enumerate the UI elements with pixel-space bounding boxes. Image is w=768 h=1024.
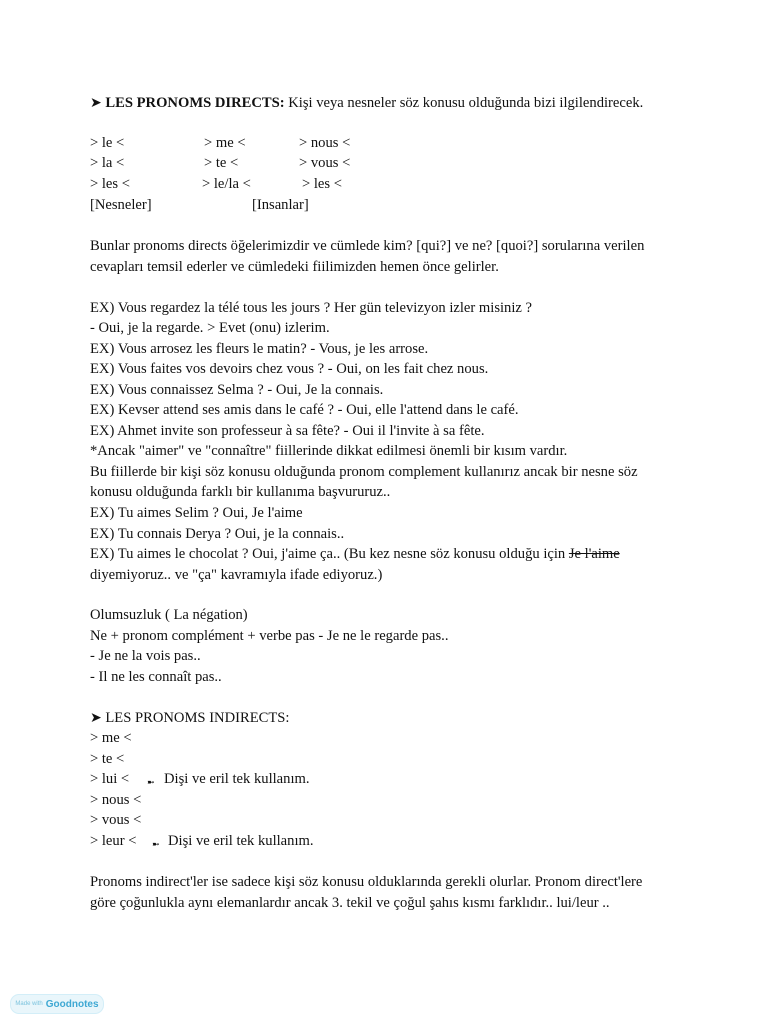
heading-title: LES PRONOMS DIRECTS:: [105, 95, 285, 111]
badge-small-text: Made with: [15, 1001, 43, 1007]
negation-line: - Je ne la vois pas..: [90, 648, 201, 664]
negation-heading: Olumsuzluk ( La négation): [90, 607, 248, 623]
arrow-bullet-icon: ➤: [90, 96, 102, 111]
example-line: [90, 544, 620, 564]
pronoun-cell-plural: > les <: [302, 176, 342, 192]
label-people: [Insanlar]: [252, 197, 309, 213]
indirect-pronoun: > nous <: [90, 792, 142, 808]
example-line: EX) Kevser attend ses amis dans le café ? - Oui, elle l'attend dans le café.: [90, 402, 519, 418]
pronoun-cell-things: > les <: [90, 176, 130, 192]
example-line: EX) Vous connaissez Selma ? - Oui, Je la connais.: [90, 382, 384, 398]
indirect-pronoun-row: [90, 769, 490, 789]
pronoun-row: [90, 153, 490, 173]
pronoun-note: Dişi ve eril tek kullanım.: [168, 833, 314, 849]
negation-line: - Il ne les connaît pas..: [90, 669, 222, 685]
pronoun-row: [90, 174, 490, 194]
heading-title: LES PRONOMS INDIRECTS:: [105, 710, 290, 726]
indirect-pronoun: > te <: [90, 751, 125, 767]
note-line: *Ancak "aimer" ve "connaître" fiillerinde dikkat edilmesi önemli bir kısım vardır.: [90, 443, 568, 459]
pronoun-labels: [90, 195, 490, 215]
indirect-pronoun: > me <: [90, 730, 132, 746]
section-heading-direct: [90, 93, 643, 114]
indirect-pronoun: > vous <: [90, 812, 142, 828]
arrow-bullet-icon: ➤: [90, 711, 102, 726]
paragraph-line: Bunlar pronoms directs öğelerimizdir ve cümlede kim? [qui?] ve ne? [quoi?] sorularına verilen: [90, 238, 645, 254]
pronoun-cell-plural: > nous <: [299, 135, 351, 151]
example-line: diyemiyoruz.. ve "ça" kavramıyla ifade ediyoruz.): [90, 567, 383, 583]
pronoun-row: [90, 133, 490, 153]
negation-line: Ne + pronom complément + verbe pas - Je ne le regarde pas..: [90, 628, 449, 644]
example-line: - Oui, je la regarde. > Evet (onu) izlerim.: [90, 320, 330, 336]
example-line: EX) Vous regardez la télé tous les jours ? Her gün televizyon izler misiniz ?: [90, 300, 533, 316]
made-with-goodnotes-badge: [10, 994, 104, 1014]
paragraph-line: göre çoğunlukla aynı elemanlardır ancak 3. tekil ve çoğul şahıs kısmı farklıdır.. lui/leur ..: [90, 895, 610, 911]
example-line: EX) Tu connais Derya ? Oui, je la connais..: [90, 526, 345, 542]
example-line: EX) Vous arrosez les fleurs le matin? - Vous, je les arrose.: [90, 341, 429, 357]
pronoun-cell-people: > le/la <: [202, 176, 251, 192]
paragraph-line: Pronoms indirect'ler ise sadece kişi söz konusu olduklarında gerekli olurlar. Pronom direct'lere: [90, 874, 643, 890]
example-line: EX) Ahmet invite son professeur à sa fête? - Oui il l'invite à sa fête.: [90, 423, 485, 439]
example-line: EX) Tu aimes Selim ? Oui, Je l'aime: [90, 505, 303, 521]
indirect-pronoun: > lui <: [90, 771, 130, 787]
note-line: Bu fiillerde bir kişi söz konusu olduğunda pronom complement kullanırız ancak bir nesne söz: [90, 464, 638, 480]
pronoun-cell-people: > me <: [204, 135, 246, 151]
pronoun-cell-plural: > vous <: [299, 155, 351, 171]
example-text: EX) Tu aimes le chocolat ? Oui, j'aime ça.. (Bu kez nesne söz konusu olduğu için: [90, 546, 569, 562]
example-line: EX) Vous faites vos devoirs chez vous ? - Oui, on les fait chez nous.: [90, 361, 489, 377]
pronoun-cell-people: > te <: [204, 155, 239, 171]
label-things: [Nesneler]: [90, 197, 152, 213]
pronoun-note: Dişi ve eril tek kullanım.: [164, 771, 310, 787]
right-arrow-icon: ➼: [152, 839, 160, 849]
paragraph-line: cevapları temsil ederler ve cümledeki fiilimizden hemen önce gelirler.: [90, 259, 499, 275]
pronoun-cell-things: > la <: [90, 155, 125, 171]
indirect-pronoun: > leur <: [90, 833, 137, 849]
right-arrow-icon: ➼: [147, 777, 155, 787]
badge-brand-text: Goodnotes: [45, 998, 99, 1010]
indirect-pronoun-row: [90, 831, 490, 851]
note-line: konusu olduğunda farklı bir kullanıma başvururuz..: [90, 484, 391, 500]
pronoun-cell-things: > le <: [90, 135, 125, 151]
section-heading-indirect: [90, 708, 289, 729]
struck-text: Je l'aime: [568, 546, 620, 562]
heading-description: Kişi veya nesneler söz konusu olduğunda bizi ilgilendirecek.: [284, 95, 644, 111]
